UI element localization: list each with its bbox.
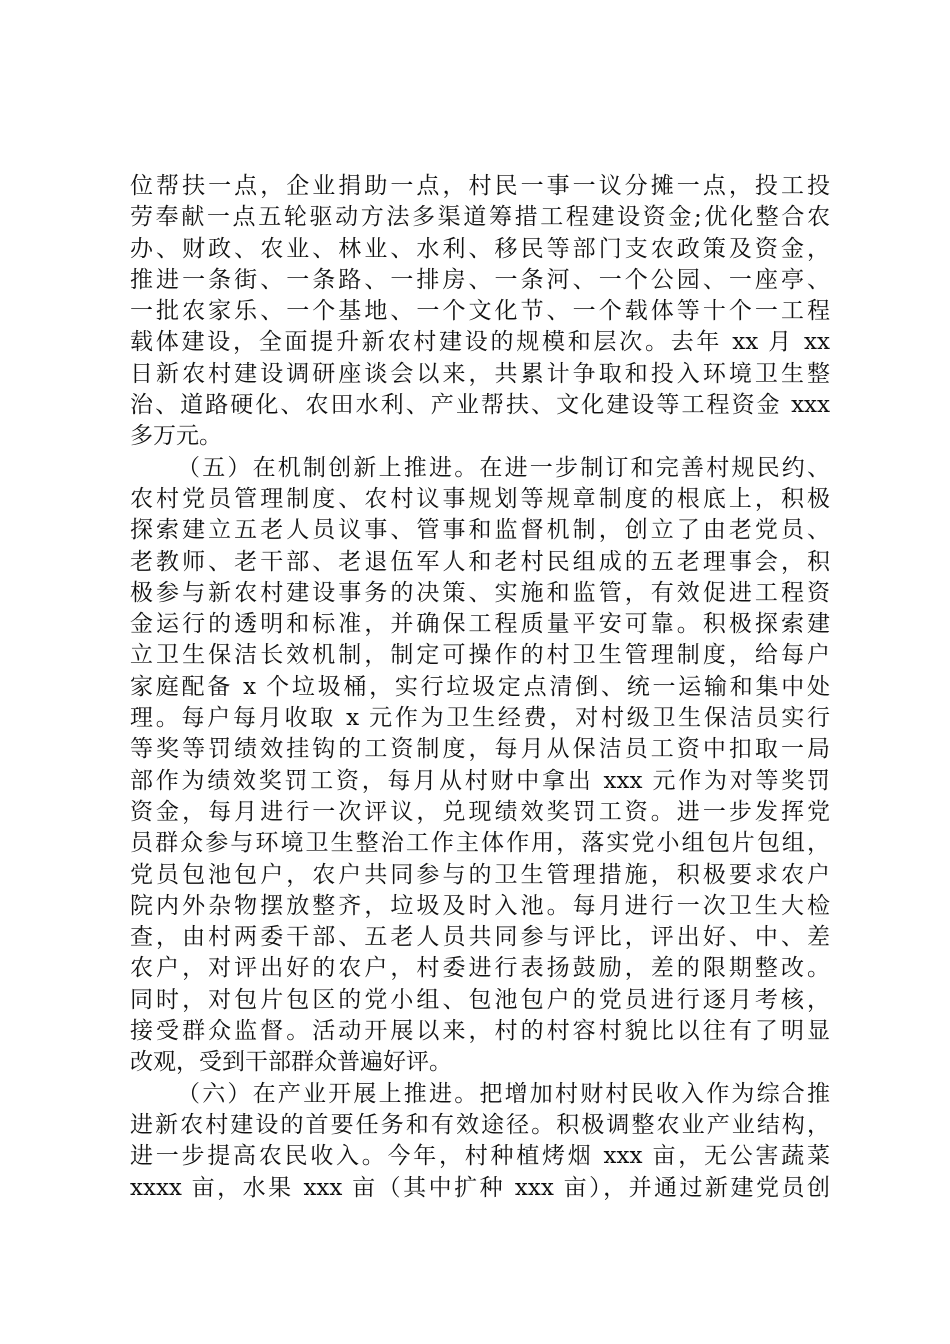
text-line: 探索建立五老人员议事、管事和监督机制，创立了由老党员、 <box>130 517 830 544</box>
text-line: 多万元。 <box>130 423 222 450</box>
text-line: 查，由村两委干部、五老人员共同参与评比，评出好、中、差 <box>130 924 830 951</box>
text-line: 同时，对包片包区的党小组、包池包户的党员进行逐月考核， <box>130 986 830 1013</box>
text-line: 治、道路硬化、农田水利、产业帮扶、文化建设等工程资金 xxx <box>130 392 830 419</box>
paragraph-first-line: （六）在产业开展上推进。把增加村财村民收入作为综合推 <box>177 1080 830 1107</box>
text-line: 立卫生保洁长效机制，制定可操作的村卫生管理制度，给每户 <box>130 642 830 669</box>
text-line: 等奖等罚绩效挂钩的工资制度，每月从保洁员工资中扣取一局 <box>130 736 830 763</box>
text-line: 理。每户每月收取 x 元作为卫生经费，对村级卫生保洁员实行 <box>130 705 830 732</box>
text-line: 老教师、老干部、老退伍军人和老村民组成的五老理事会，积 <box>130 548 830 575</box>
text-line: 劳奉献一点五轮驱动方法多渠道筹措工程建设资金;优化整合农 <box>130 204 830 231</box>
document-page <box>130 171 830 1204</box>
text-line: 一批农家乐、一个基地、一个文化节、一个载体等十个一工程 <box>130 298 830 325</box>
text-line: 院内外杂物摆放整齐，垃圾及时入池。每月进行一次卫生大检 <box>130 892 830 919</box>
text-line: 载体建设，全面提升新农村建设的规模和层次。去年 xx 月 xx <box>130 329 830 356</box>
text-line: 部作为绩效奖罚工资，每月从村财中拿出 xxx 元作为对等奖罚 <box>130 767 830 794</box>
text-line: 位帮扶一点，企业捐助一点，村民一事一议分摊一点，投工投 <box>130 173 830 199</box>
text-line: 农户，对评出好的农户，村委进行表扬鼓励，差的限期整改。 <box>130 955 830 982</box>
text-line: 进一步提高农民收入。今年，村种植烤烟 xxx 亩，无公害蔬菜 <box>130 1143 830 1170</box>
text-line: 推进一条街、一条路、一排房、一条河、一个公园、一座亭、 <box>130 266 830 293</box>
text-line: 员群众参与环境卫生整治工作主体作用，落实党小组包片包组， <box>130 830 830 857</box>
paragraph-first-line: （五）在机制创新上推进。在进一步制订和完善村规民约、 <box>177 454 830 481</box>
text-line: xxxx 亩，水果 xxx 亩（其中扩种 xxx 亩），并通过新建党员创 <box>130 1174 830 1201</box>
text-line: 党员包池包户，农户共同参与的卫生管理措施，积极要求农户 <box>130 861 830 888</box>
text-line: 资金，每月进行一次评议，兑现绩效奖罚工资。进一步发挥党 <box>130 798 830 825</box>
text-line: 办、财政、农业、林业、水利、移民等部门支农政策及资金， <box>130 235 830 262</box>
text-line: 家庭配备 x 个垃圾桶，实行垃圾定点清倒、统一运输和集中处 <box>130 673 830 700</box>
text-line: 金运行的透明和标准，并确保工程质量平安可靠。积极探索建 <box>130 611 830 638</box>
text-line: 改观，受到干部群众普遍好评。 <box>130 1049 452 1076</box>
text-line: 极参与新农村建设事务的决策、实施和监管，有效促进工程资 <box>130 579 830 606</box>
text-line: 日新农村建设调研座谈会以来，共累计争取和投入环境卫生整 <box>130 360 830 387</box>
text-line: 农村党员管理制度、农村议事规划等规章制度的根底上，积极 <box>130 485 830 512</box>
text-line: 接受群众监督。活动开展以来，村的村容村貌比以往有了明显 <box>130 1018 830 1045</box>
text-line: 进新农村建设的首要任务和有效途径。积极调整农业产业结构， <box>130 1111 830 1138</box>
